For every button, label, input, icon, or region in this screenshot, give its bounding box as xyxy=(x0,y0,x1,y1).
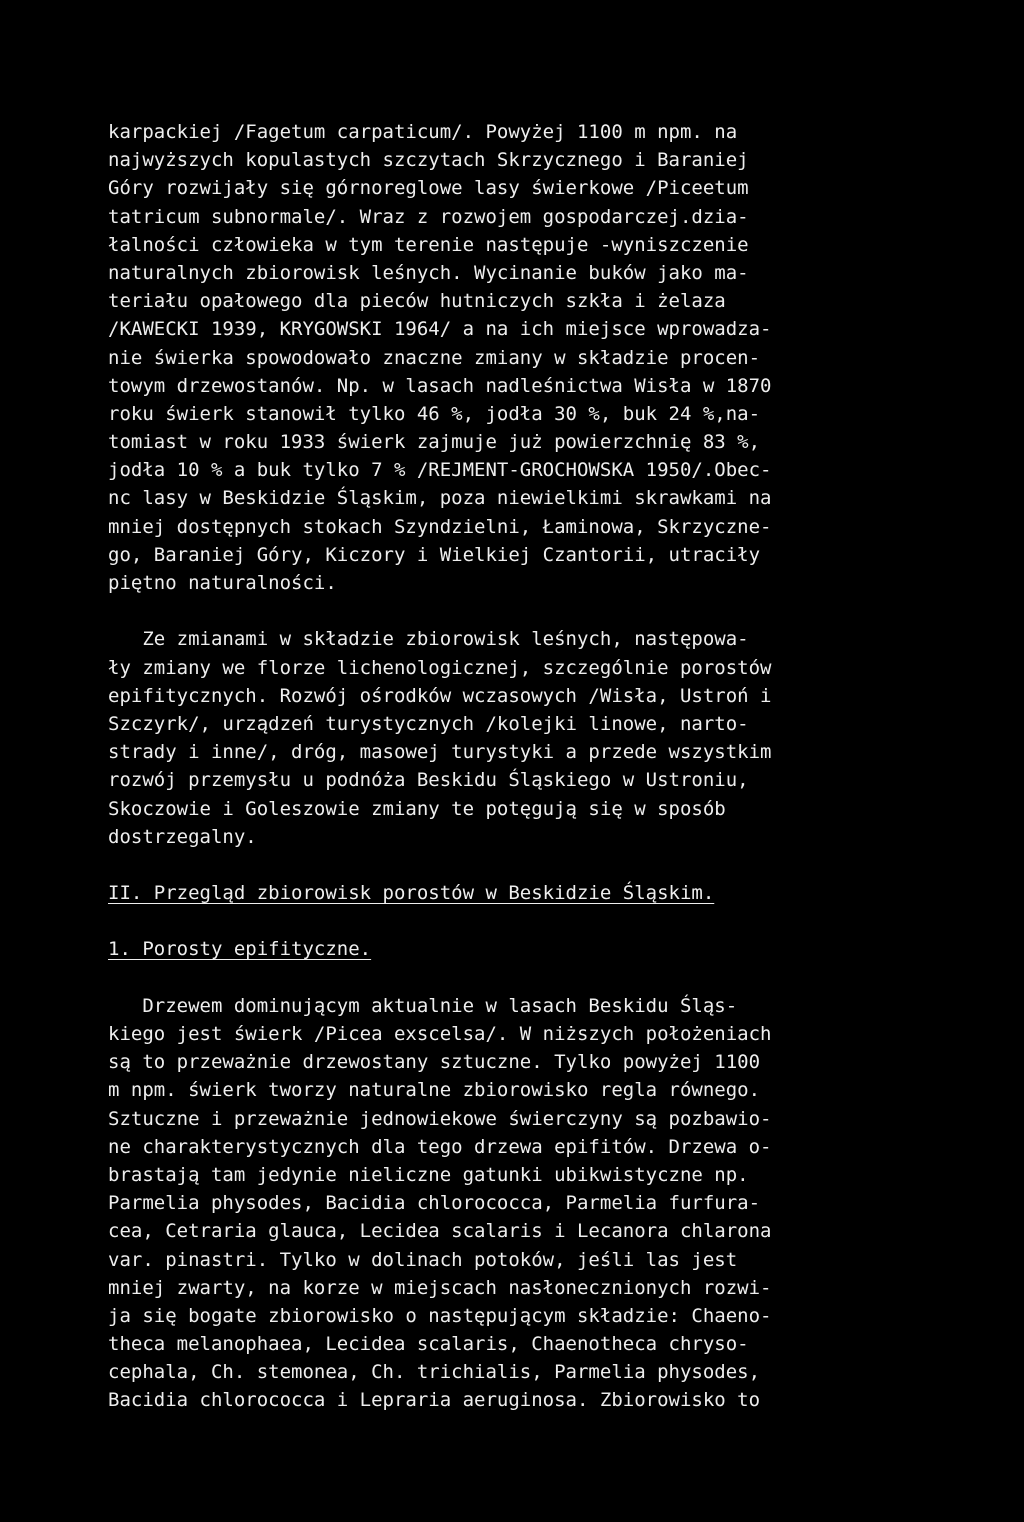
text-line: Sztuczne i przeważnie jednowiekowe świerczyny są pozbawio- xyxy=(108,1107,772,1130)
text-line: ły zmiany we florze lichenologicznej, szczególnie porostów xyxy=(108,656,772,679)
text-line: Drzewem dominującym aktualnie w lasach Beskidu Śląs- xyxy=(108,994,738,1017)
text-line: theca melanophaea, Lecidea scalaris, Chaenotheca chryso- xyxy=(108,1333,749,1356)
text-line: teriału opałowego dla pieców hutniczych szkła i żelaza xyxy=(108,290,726,313)
text-line: Bacidia chlorococca i Lepraria aeruginosa. Zbiorowisko to xyxy=(108,1389,761,1412)
text-line: /KAWECKI 1939, KRYGOWSKI 1964/ a na ich miejsce wprowadza- xyxy=(108,318,772,341)
text-line: piętno naturalności. xyxy=(108,572,337,594)
text-line: naturalnych zbiorowisk leśnych. Wycinanie buków jako ma- xyxy=(108,261,749,284)
text-line: towym drzewostanów. Np. w lasach nadleśnictwa Wisła w 1870 xyxy=(108,374,772,397)
text-line: tatricum subnormale/. Wraz z rozwojem gospodarczej.dzia- xyxy=(108,205,749,228)
text-line: nc lasy w Beskidzie Śląskim, poza niewielkimi skrawkami na xyxy=(108,487,772,510)
text-line: ne charakterystycznych dla tego drzewa epifitów. Drzewa o- xyxy=(108,1135,772,1158)
paragraph-1 xyxy=(108,118,928,597)
text-line: najwyższych kopulastych szczytach Skrzycznego i Baraniej xyxy=(108,149,749,172)
text-line: cea, Cetraria glauca, Lecidea scalaris i Lecanora chlarona xyxy=(108,1220,772,1243)
paragraph-spacer xyxy=(108,964,928,992)
text-line: rozwój przemysłu u podnóża Beskidu Śląskiego w Ustroniu, xyxy=(108,769,749,792)
paragraph-3 xyxy=(108,992,928,1415)
text-line: m npm. świerk tworzy naturalne zbiorowisko regla równego. xyxy=(108,1079,761,1102)
text-line: kiego jest świerk /Picea exscelsa/. W niższych położeniach xyxy=(108,1023,772,1045)
text-line: Parmelia physodes, Bacidia chlorococca, Parmelia furfura- xyxy=(108,1192,761,1215)
text-line: Skoczowie i Goleszowie zmiany te potęgują się w sposób xyxy=(108,797,726,820)
text-line: Ze zmianami w składzie zbiorowisk leśnych, następowa- xyxy=(108,628,749,651)
text-line: roku świerk stanowił tylko 46 %, jodła 30 %, buk 24 %,na- xyxy=(108,402,761,425)
text-line: cephala, Ch. stemonea, Ch. trichialis, Parmelia physodes, xyxy=(108,1361,761,1384)
text-line: ja się bogate zbiorowisko o następującym składzie: Chaeno- xyxy=(108,1304,772,1327)
subsection-heading: 1. Porosty epifityczne. xyxy=(108,938,372,961)
text-line: epifitycznych. Rozwój ośrodków wczasowych /Wisła, Ustroń i xyxy=(108,684,772,707)
text-line: var. pinastri. Tylko w dolinach potoków, jeśli las jest xyxy=(108,1248,738,1271)
text-line: nie świerka spowodowało znaczne zmiany w składzie procen- xyxy=(108,346,761,369)
text-line: Szczyrk/, urządzeń turystycznych /kolejki linowe, narto- xyxy=(108,712,749,735)
text-line: mniej dostępnych stokach Szyndzielni, Łaminowa, Skrzyczne- xyxy=(108,515,772,538)
text-line: tomiast w roku 1933 świerk zajmuje już powierzchnię 83 %, xyxy=(108,431,761,454)
text-line: mniej zwarty, na korze w miejscach nasłonecznionych rozwi- xyxy=(108,1276,772,1299)
paragraph-spacer xyxy=(108,597,928,625)
paragraph-spacer xyxy=(108,907,928,935)
text-line: Góry rozwijały się górnoreglowe lasy świerkowe /Piceetum xyxy=(108,177,749,200)
paragraph-spacer xyxy=(108,851,928,879)
text-line: łalności człowieka w tym terenie następuje -wyniszczenie xyxy=(108,233,749,256)
text-line: jodła 10 % a buk tylko 7 % /REJMENT-GROCHOWSKA 1950/.Obec- xyxy=(108,459,772,482)
paragraph-2 xyxy=(108,625,928,851)
text-line: są to przeważnie drzewostany sztuczne. Tylko powyżej 1100 xyxy=(108,1051,761,1074)
text-line: go, Baraniej Góry, Kiczory i Wielkiej Czantorii, utraciły xyxy=(108,543,761,566)
section-heading: II. Przegląd zbiorowisk porostów w Beskidzie Śląskim. xyxy=(108,882,715,905)
document-text xyxy=(108,118,928,1415)
text-line: brastają tam jedynie nieliczne gatunki ubikwistyczne np. xyxy=(108,1163,749,1186)
text-line: dostrzegalny. xyxy=(108,825,257,848)
text-line: karpackiej /Fagetum carpaticum/. Powyżej 1100 m npm. na xyxy=(108,121,738,143)
text-line: strady i inne/, dróg, masowej turystyki a przede wszystkim xyxy=(108,741,772,764)
